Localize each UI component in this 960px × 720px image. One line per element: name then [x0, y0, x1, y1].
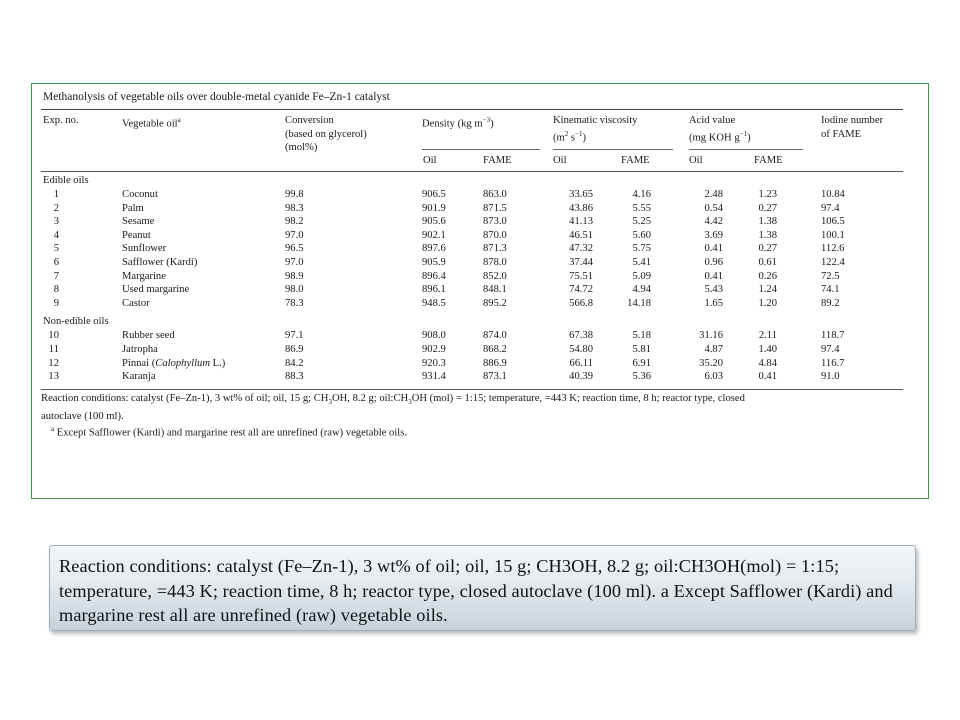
cell-iodine: 100.1 [821, 229, 845, 241]
cell-d-oil: 931.4 [422, 371, 446, 383]
cell-oil: Rubber seed [122, 330, 175, 342]
cell-iodine: 89.2 [821, 297, 840, 309]
cell-iodine: 10.84 [821, 189, 845, 200]
data-table [41, 90, 903, 441]
cell-d-fame: 852.0 [483, 270, 507, 282]
cell-oil: Peanut [122, 229, 151, 241]
cell-v-fame: 5.25 [632, 216, 651, 228]
cell-a-fame: 1.20 [758, 297, 777, 309]
cell-exp: 12 [48, 357, 59, 369]
cell-v-oil: 43.86 [569, 202, 593, 214]
header-acid-value: Acid value (mg KOH $g^{-1}$) [689, 115, 751, 144]
table-caption: Methanolysis of vegetable oils over double-metal cyanide Fe–Zn-1 catalyst [43, 91, 390, 103]
cell-oil: Safflower (Kardi) [122, 256, 198, 268]
footer-rule [41, 389, 903, 390]
header-conversion: Conversion (based on glycerol) (mol%) [285, 115, 367, 154]
cell-oil: Used margarine [122, 284, 190, 296]
cell-v-fame: 5.75 [632, 243, 651, 255]
cell-d-fame: 874.0 [483, 330, 507, 342]
cell-oil: Coconut [122, 189, 158, 200]
cell-conv: 88.3 [285, 371, 304, 383]
cell-a-oil: 5.43 [704, 284, 723, 296]
cell-v-fame: 5.60 [632, 229, 651, 241]
cell-exp: 2 [53, 202, 59, 214]
table-footer [41, 392, 903, 441]
cell-d-oil: 948.5 [422, 297, 446, 309]
cell-v-oil: 66.11 [569, 357, 593, 369]
cell-d-fame: 870.0 [483, 229, 507, 241]
cell-a-oil: 1.65 [704, 297, 723, 309]
cell-v-fame: 5.41 [632, 256, 651, 268]
cell-conv: 86.9 [285, 343, 304, 355]
cell-d-fame: 895.2 [483, 297, 507, 309]
cell-a-fame: 1.38 [758, 229, 777, 241]
section-rows-non-edible [41, 329, 903, 383]
cell-iodine: 97.4 [821, 202, 840, 214]
cell-exp: 11 [48, 343, 59, 355]
cell-v-fame: 5.81 [632, 343, 651, 355]
cell-v-fame: 5.18 [632, 330, 651, 342]
sub-density-fame: FAME [483, 155, 512, 166]
cell-oil: Karanja [122, 371, 156, 383]
header-vegetable-oil: Vegetable oil$^a$ [122, 116, 181, 130]
cell-a-oil: 0.41 [704, 270, 723, 282]
cell-a-fame: 1.24 [758, 284, 777, 296]
table-image-frame [31, 83, 929, 499]
cell-a-fame: 1.38 [758, 216, 777, 228]
cell-v-fame: 5.55 [632, 202, 651, 214]
cell-v-fame: 5.36 [632, 371, 651, 383]
cell-a-oil: 4.87 [704, 343, 723, 355]
cell-exp: 8 [53, 284, 59, 296]
cell-oil: Castor [122, 297, 150, 309]
cell-d-oil: 905.9 [422, 256, 446, 268]
cell-a-fame: 0.41 [758, 371, 777, 383]
cell-exp: 9 [53, 297, 59, 309]
cell-v-fame: 5.09 [632, 270, 651, 282]
header-bottom-rule [41, 171, 903, 172]
cell-a-fame: 1.40 [758, 343, 777, 355]
cell-exp: 5 [53, 243, 59, 255]
footer-footnote: $^a$ Except Safflower (Kardi) and margarine rest all are unrefined (raw) vegetable oils. [51, 425, 407, 439]
table-row [41, 229, 903, 243]
reaction-conditions-callout [49, 545, 916, 631]
cell-d-fame: 873.1 [483, 371, 507, 383]
cell-conv: 84.2 [285, 357, 304, 369]
cell-d-oil: 897.6 [422, 243, 446, 255]
cell-iodine: 106.5 [821, 216, 845, 228]
cell-conv: 97.0 [285, 229, 304, 241]
cell-v-oil: 74.72 [569, 284, 593, 296]
cell-d-fame: 863.0 [483, 189, 507, 200]
cell-iodine: 72.5 [821, 270, 840, 282]
cell-v-oil: 75.51 [569, 270, 593, 282]
section-rows-edible [41, 188, 903, 310]
cell-v-oil: 37.44 [569, 256, 593, 268]
cell-v-fame: 4.16 [632, 189, 651, 200]
cell-oil: Palm [122, 202, 144, 214]
cell-iodine: 112.6 [821, 243, 845, 255]
table-row [41, 329, 903, 343]
cell-conv: 96.5 [285, 243, 304, 255]
table-row [41, 256, 903, 270]
cell-d-oil: 902.1 [422, 229, 446, 241]
cell-conv: 78.3 [285, 297, 304, 309]
cell-v-oil: 566.8 [569, 297, 593, 309]
cell-v-oil: 41.13 [569, 216, 593, 228]
table-row [41, 343, 903, 357]
cell-d-oil: 920.3 [422, 357, 446, 369]
sub-viscosity-oil: Oil [553, 155, 567, 166]
cell-v-fame: 6.91 [632, 357, 651, 369]
cell-a-oil: 0.96 [704, 256, 723, 268]
cell-d-fame: 848.1 [483, 284, 507, 296]
cell-conv: 97.0 [285, 256, 304, 268]
cell-oil: Pinnai (Calophyllum L.) [122, 357, 226, 369]
cell-d-oil: 901.9 [422, 202, 446, 214]
cell-d-oil: 896.1 [422, 284, 446, 296]
cell-d-oil: 908.0 [422, 330, 446, 342]
cell-conv: 98.9 [285, 270, 304, 282]
table-row [41, 297, 903, 311]
cell-d-oil: 906.5 [422, 189, 446, 200]
cell-conv: 98.2 [285, 216, 304, 228]
cell-a-fame: 0.61 [758, 256, 777, 268]
cell-v-oil: 46.51 [569, 229, 593, 241]
cell-a-oil: 0.41 [704, 243, 723, 255]
cell-iodine: 116.7 [821, 357, 845, 369]
cell-a-oil: 6.03 [704, 371, 723, 383]
sub-acid-fame: FAME [754, 155, 783, 166]
table-row [41, 370, 903, 384]
cell-exp: 4 [53, 229, 59, 241]
table-row [41, 242, 903, 256]
cell-exp: 3 [53, 216, 59, 228]
cell-d-oil: 905.6 [422, 216, 446, 228]
cell-iodine: 97.4 [821, 343, 840, 355]
cell-exp: 13 [48, 371, 59, 383]
cell-exp: 7 [53, 270, 59, 282]
cell-d-fame: 873.0 [483, 216, 507, 228]
section-title-non-edible: Non-edible oils [43, 316, 109, 328]
table-row [41, 202, 903, 216]
header-iodine-number: Iodine number of FAME [821, 115, 884, 140]
cell-a-fame: 0.26 [758, 270, 777, 282]
viscosity-subrule [553, 149, 673, 150]
section-title-edible: Edible oils [43, 175, 89, 186]
cell-iodine: 118.7 [821, 330, 845, 342]
cell-a-oil: 2.48 [704, 189, 723, 200]
table-header [41, 110, 903, 384]
cell-oil: Margarine [122, 270, 166, 282]
cell-a-fame: 0.27 [758, 202, 777, 214]
sub-density-oil: Oil [423, 155, 437, 166]
table-row [41, 357, 903, 371]
footer-reaction-conditions-cont: autoclave (100 ml). [41, 410, 124, 422]
cell-v-oil: 67.38 [569, 330, 593, 342]
cell-a-oil: 4.42 [704, 216, 723, 228]
cell-d-fame: 868.2 [483, 343, 507, 355]
table-row [41, 283, 903, 297]
cell-conv: 99.8 [285, 189, 304, 200]
cell-exp: 6 [53, 256, 59, 268]
cell-v-fame: 14.18 [627, 297, 651, 309]
cell-d-fame: 871.5 [483, 202, 507, 214]
cell-a-fame: 4.84 [758, 357, 777, 369]
sub-viscosity-fame: FAME [621, 155, 650, 166]
cell-d-oil: 896.4 [422, 270, 446, 282]
cell-v-fame: 4.94 [632, 284, 651, 296]
cell-v-oil: 33.65 [569, 189, 593, 200]
cell-v-oil: 47.32 [569, 243, 593, 255]
callout-text: Reaction conditions: catalyst (Fe–Zn-1), 3 wt% of oil; oil, 15 g; CH3OH, 8.2 g; oil:CH3OH(mol) = 1:15; temperature, =443 K; reaction time, 8 h; reactor type, closed autoclave (100 ml). a Except Safflower (Kardi) and margarine rest all are unrefined (raw) vegetable oils. [59, 556, 893, 625]
cell-a-oil: 35.20 [699, 357, 723, 369]
cell-v-oil: 54.80 [569, 343, 593, 355]
cell-conv: 98.0 [285, 284, 304, 296]
cell-a-fame: 2.11 [758, 330, 777, 342]
table-row [41, 188, 903, 202]
cell-a-oil: 31.16 [699, 330, 723, 342]
cell-iodine: 122.4 [821, 256, 845, 268]
cell-a-fame: 1.23 [758, 189, 777, 200]
cell-oil: Jatropha [122, 343, 158, 355]
cell-iodine: 91.0 [821, 371, 840, 383]
footer-reaction-conditions: Reaction conditions: catalyst (Fe–Zn-1), 3 wt% of oil; oil, 15 g; $CH_3OH$, 8.2 g; $oil:CH_3OH$ (mol) = 1:15; temperature, =443 K; reaction time, 8 h; reactor type, closed [41, 392, 745, 406]
density-subrule [422, 149, 540, 150]
sub-acid-oil: Oil [689, 155, 703, 166]
table-row [41, 215, 903, 229]
cell-exp: 1 [53, 189, 59, 200]
cell-conv: 98.3 [285, 202, 304, 214]
cell-a-oil: 3.69 [704, 229, 723, 241]
table-row [41, 270, 903, 284]
acid-subrule [689, 149, 803, 150]
header-density: Density (kg $m^{-3}$) [422, 116, 494, 130]
header-exp-no: Exp. no. [43, 115, 79, 126]
header-kinematic-viscosity: Kinematic viscosity ($m^2$ $s^{-1}$) [553, 115, 638, 144]
cell-d-fame: 886.9 [483, 357, 507, 369]
cell-conv: 97.1 [285, 330, 304, 342]
cell-d-oil: 902.9 [422, 343, 446, 355]
cell-d-fame: 878.0 [483, 256, 507, 268]
cell-exp: 10 [48, 330, 59, 342]
cell-d-fame: 871.3 [483, 243, 507, 255]
cell-oil: Sesame [122, 216, 155, 228]
cell-a-fame: 0.27 [758, 243, 777, 255]
cell-iodine: 74.1 [821, 284, 840, 296]
cell-v-oil: 40.39 [569, 371, 593, 383]
cell-a-oil: 0.54 [704, 202, 723, 214]
cell-oil: Sunflower [122, 243, 167, 255]
